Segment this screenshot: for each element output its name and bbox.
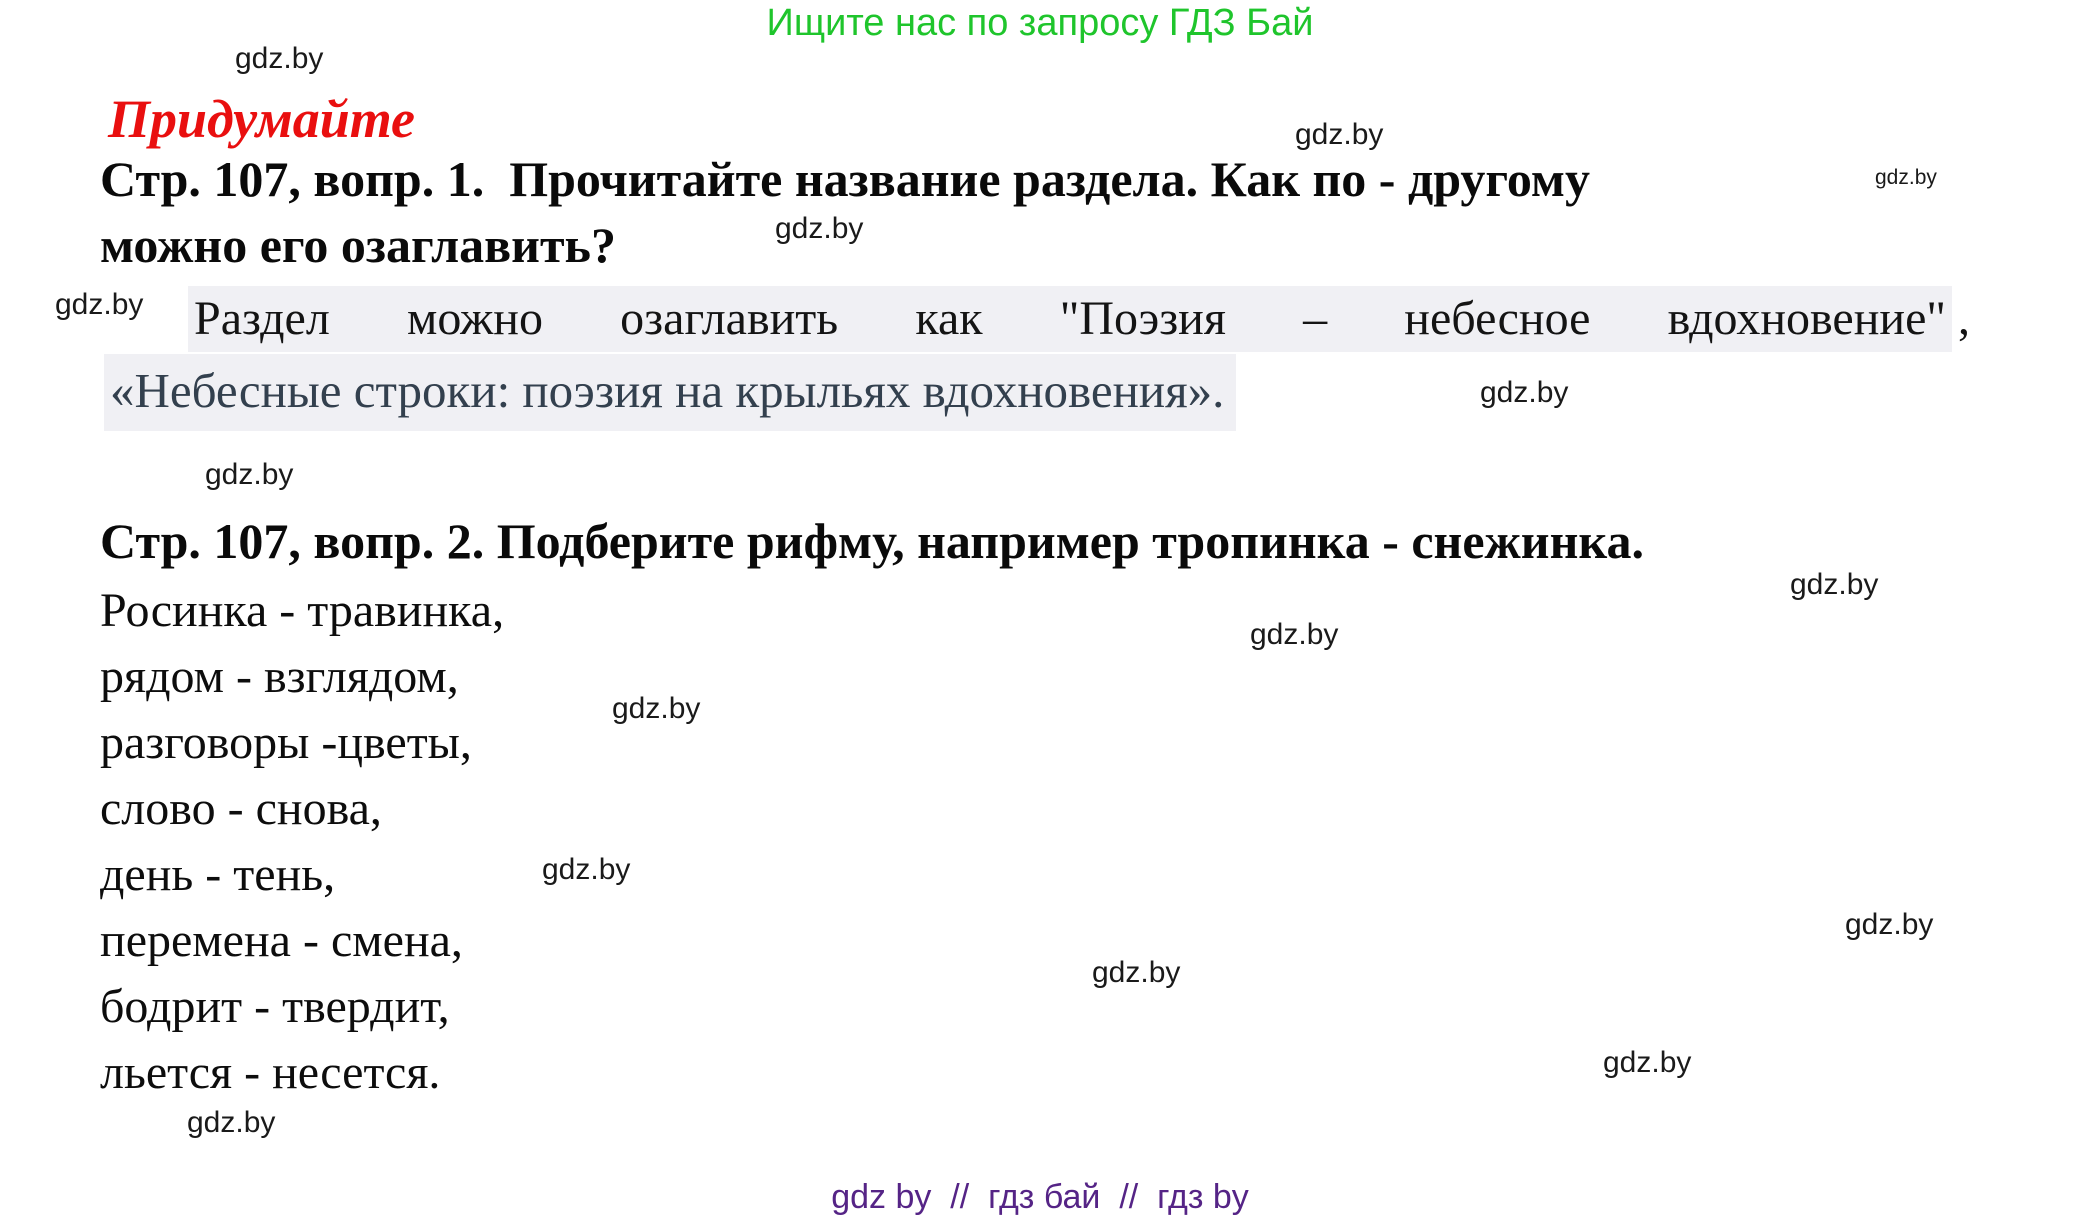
section-heading: Придумайте bbox=[108, 89, 416, 149]
watermark-gdz-by: gdz.by bbox=[1250, 618, 1339, 651]
watermark-gdz-by: gdz.by bbox=[1790, 568, 1879, 601]
watermark-gdz-by: gdz.by bbox=[775, 212, 864, 245]
watermark-gdz-by: gdz.by bbox=[1875, 166, 1937, 189]
watermark-gdz-by: gdz.by bbox=[1845, 908, 1934, 941]
watermark-gdz-by: gdz.by bbox=[612, 692, 701, 725]
rhyme-item: разговоры -цветы, bbox=[100, 716, 472, 769]
watermark-gdz-by: gdz.by bbox=[1295, 118, 1384, 151]
question1-answer-line2: «Небесные строки: поэзия на крыльях вдохновения». bbox=[104, 354, 1236, 431]
question2-title: Стр. 107, вопр. 2. Подберите рифму, например тропинка - снежинка. bbox=[100, 513, 1644, 569]
rhyme-item: льется - несется. bbox=[100, 1046, 441, 1099]
promo-banner: Ищите нас по запросу ГДЗ Бай bbox=[766, 2, 1314, 44]
rhyme-item: Росинка - травинка, bbox=[100, 584, 505, 637]
rhyme-item: бодрит - твердит, bbox=[100, 980, 450, 1033]
rhyme-item: день - тень, bbox=[100, 848, 336, 901]
question1-title-line1: Стр. 107, вопр. 1. Прочитайте название раздела. Как по - другому bbox=[100, 151, 1590, 207]
rhyme-list bbox=[100, 578, 504, 1106]
question1-answer-line1: Раздел можно озаглавить как "Поэзия – небесное вдохновение" bbox=[188, 286, 1952, 352]
rhyme-item: слово - снова, bbox=[100, 782, 382, 835]
watermark-gdz-by: gdz.by bbox=[1603, 1046, 1692, 1079]
footer-keywords: gdz by // гдз бай // гдз by bbox=[831, 1178, 1249, 1216]
watermark-gdz-by: gdz.by bbox=[187, 1106, 276, 1139]
watermark-gdz-by: gdz.by bbox=[1480, 376, 1569, 409]
watermark-gdz-by: gdz.by bbox=[1092, 956, 1181, 989]
watermark-gdz-by: gdz.by bbox=[235, 42, 324, 75]
question1-answer-line1-comma: , bbox=[1958, 292, 1970, 345]
watermark-gdz-by: gdz.by bbox=[55, 288, 144, 321]
rhyme-item: перемена - смена, bbox=[100, 914, 463, 967]
watermark-gdz-by: gdz.by bbox=[205, 458, 294, 491]
question1-title-line2: можно его озаглавить? bbox=[100, 217, 616, 273]
rhyme-item: рядом - взглядом, bbox=[100, 650, 459, 703]
watermark-gdz-by: gdz.by bbox=[542, 853, 631, 886]
